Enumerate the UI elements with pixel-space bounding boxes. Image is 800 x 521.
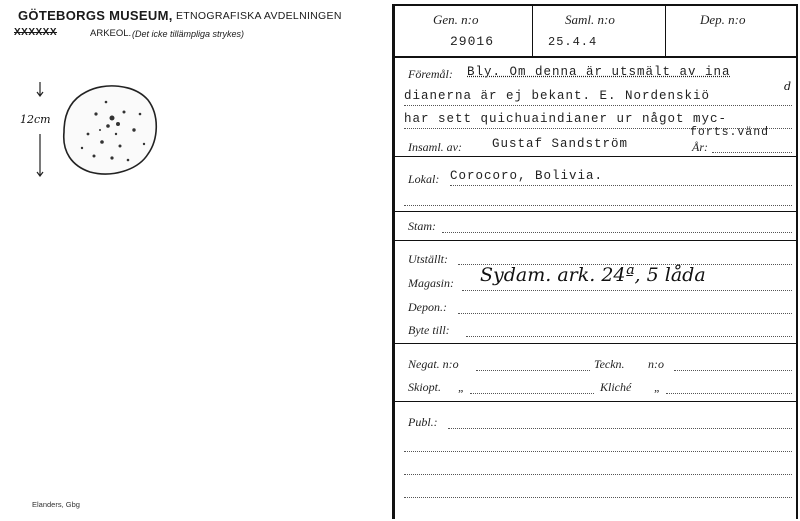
lokal-dotline-1 — [450, 185, 792, 186]
kliche-label: Kliché — [600, 380, 632, 394]
negat-label: Negat. n:o — [408, 357, 459, 371]
museum-title: GÖTEBORGS MUSEUM, — [18, 8, 173, 23]
dep-label: Dep. n:o — [700, 12, 746, 27]
stam-dotline — [442, 232, 792, 233]
lokal-value: Corocoro, Bolivia. — [450, 169, 604, 183]
lead-object-drawing — [24, 74, 164, 186]
stam-section-border — [394, 240, 797, 241]
arkeol-label: ARKEOL. — [90, 28, 132, 39]
cell-divider-1 — [532, 4, 533, 57]
insaml-label: Insaml. av: — [408, 140, 462, 154]
publ-dotline-4 — [404, 497, 792, 498]
skiopt-label: Skiopt. — [408, 380, 441, 394]
foremal-line-1: Bly. Om denna är utsmält av ina — [467, 65, 731, 79]
teckn-label: Teckn. — [594, 357, 625, 371]
kliche-dotline — [666, 393, 792, 394]
publ-dotline-1 — [448, 428, 792, 429]
foremal-dotline-2 — [404, 105, 792, 106]
foremal-section-border — [394, 156, 797, 157]
insaml-value: Gustaf Sandström — [492, 137, 629, 151]
depon-label: Depon.: — [408, 300, 447, 314]
scale-label: 12cm — [20, 113, 51, 126]
stam-label: Stam: — [408, 219, 436, 233]
byte-label: Byte till: — [408, 323, 450, 337]
publ-label: Publ.: — [408, 415, 438, 429]
struck-text: XXXXXX — [14, 27, 58, 38]
gen-label: Gen. n:o — [433, 12, 479, 27]
teckn-dotline — [674, 370, 792, 371]
number-row-border — [392, 56, 798, 58]
saml-label: Saml. n:o — [565, 12, 615, 27]
cell-divider-2 — [665, 4, 666, 57]
department-title: ETNOGRAFISKA AVDELNINGEN — [176, 10, 342, 22]
teckn-number-label: n:o — [648, 357, 664, 371]
skiopt-ditto: „ — [458, 380, 465, 394]
foremal-insert: d — [784, 80, 792, 93]
gen-value: 29016 — [450, 34, 495, 49]
card-right-border — [796, 4, 798, 519]
publ-dotline-2 — [404, 451, 792, 452]
lokal-label: Lokal: — [408, 172, 440, 186]
image-section-border — [394, 401, 797, 402]
magasin-value: Sydam. ark. 24ª, 5 låda — [480, 264, 706, 286]
negat-dotline — [476, 370, 590, 371]
card-top-border — [392, 4, 798, 6]
foremal-continued: forts.vänd — [690, 126, 770, 139]
skiopt-dotline — [470, 393, 594, 394]
foremal-label: Föremål: — [408, 67, 453, 81]
card-left-border — [392, 4, 395, 519]
lokal-section-border — [394, 211, 797, 212]
foremal-line-2: dianerna är ej bekant. E. Nordenskiö — [404, 89, 711, 103]
saml-value: 25.4.4 — [548, 35, 598, 49]
byte-dotline — [466, 336, 792, 337]
magasin-dotline — [462, 290, 792, 291]
storage-section-border — [394, 343, 797, 344]
depon-dotline — [458, 313, 792, 314]
ar-dotline — [712, 152, 792, 153]
utstallt-label: Utställt: — [408, 252, 449, 266]
printer-note: Elanders, Gbg — [32, 500, 80, 509]
strike-note: (Det icke tillämpliga strykes) — [132, 29, 245, 39]
publ-dotline-3 — [404, 474, 792, 475]
foremal-line-3: har sett quichuaindianer ur något myc- — [404, 112, 728, 126]
kliche-ditto: „ — [654, 380, 661, 394]
magasin-label: Magasin: — [408, 276, 454, 290]
ar-label: År: — [692, 140, 708, 154]
lokal-dotline-2 — [404, 205, 792, 206]
object-sketch — [24, 74, 164, 186]
